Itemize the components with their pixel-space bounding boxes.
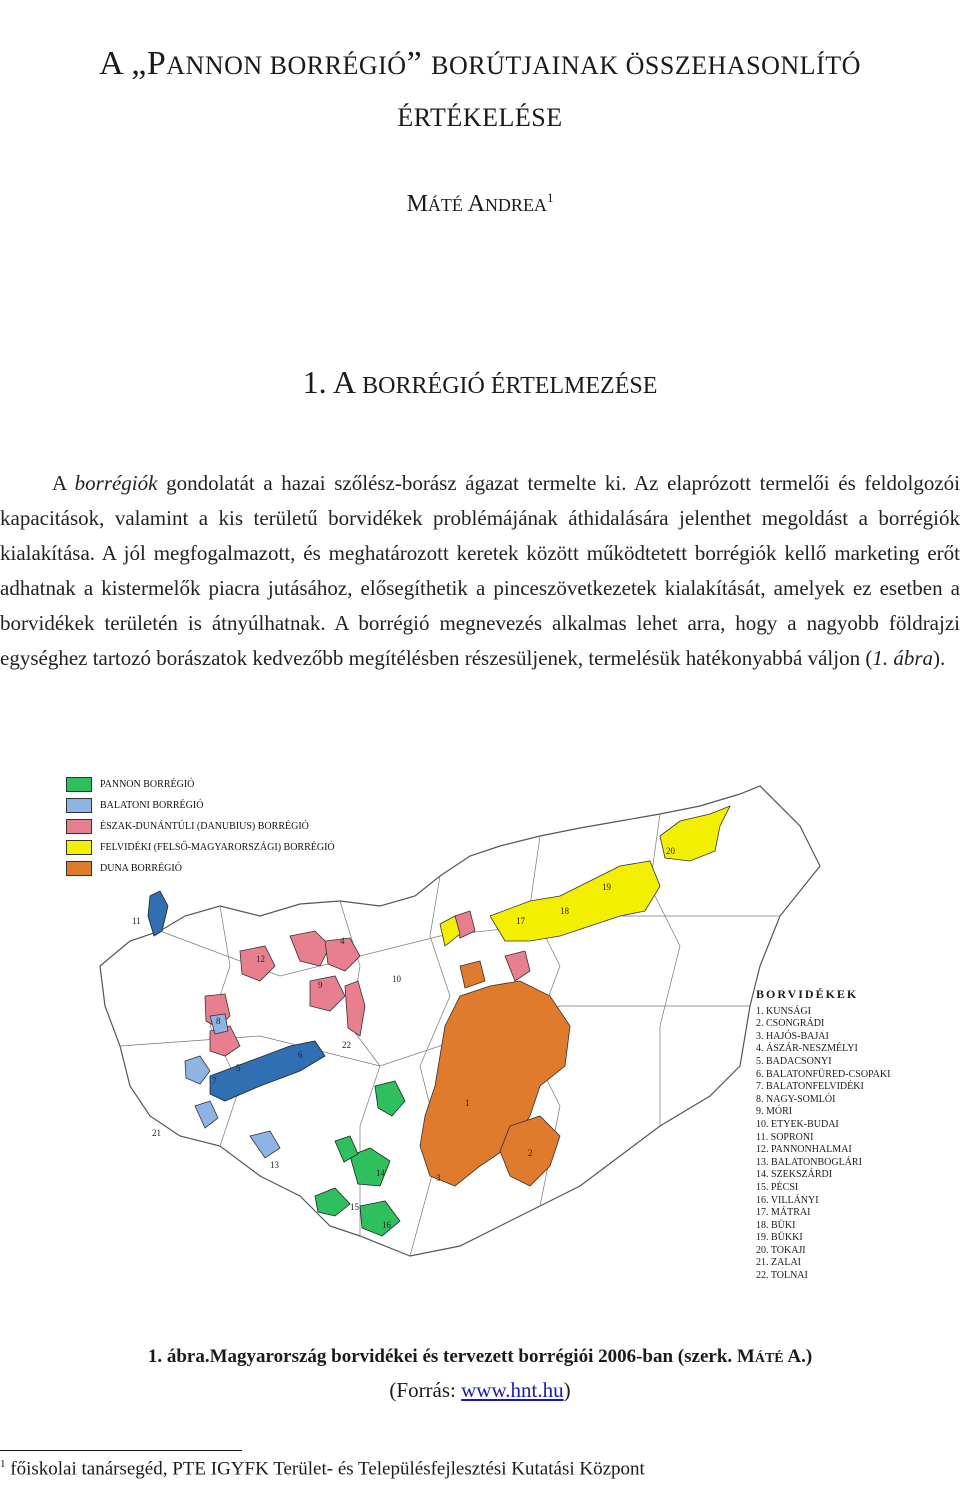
footnote-mark: 1 (0, 1458, 6, 1470)
borvidek-list (756, 988, 890, 1283)
legend-item: PANNON BORRÉGIÓ (66, 774, 335, 795)
map-label: 5 (236, 1063, 241, 1073)
author-name: MÁTÉ ANDREA$^1$ (406, 190, 554, 217)
borvidek-item: 21. ZALAI (756, 1257, 801, 1269)
figure-source: (Forrás: www.hnt.hu) (389, 1378, 571, 1402)
borvidek-item: 22. TOLNAI (756, 1270, 808, 1282)
legend-swatch (66, 861, 92, 876)
borvidek-item: 16. VILLÁNYI (756, 1194, 819, 1206)
footnote-rule (0, 1450, 242, 1451)
borvidek-item: 15. PÉCSI (756, 1181, 799, 1193)
borvidek-item: 2. CSONGRÁDI (756, 1018, 825, 1030)
map-label: 8 (216, 1016, 221, 1026)
map-legend (66, 774, 335, 879)
legend-item: DUNA BORRÉGIÓ (66, 858, 335, 879)
legend-swatch (66, 798, 92, 813)
paper-title-line2: ÉRTÉKELÉSE (397, 103, 563, 132)
borvidek-item: 4. ÁSZÁR-NESZMÉLYI (756, 1043, 858, 1055)
map-label: 1 (465, 1098, 470, 1108)
author-footnote-mark: 1 (546, 190, 554, 205)
borvidek-item: 9. MÓRI (756, 1106, 793, 1118)
map-label: 3 (436, 1173, 441, 1183)
borvidek-item: 6. BALATONFÜRED-CSOPAKI (756, 1068, 891, 1080)
map-label: 22 (342, 1040, 351, 1050)
map-label: 16 (382, 1220, 391, 1230)
borvidek-item: 7. BALATONFELVIDÉKI (756, 1081, 864, 1093)
borvidek-item: 3. HAJÓS-BAJAI (756, 1030, 829, 1042)
borvidek-item: 18. BÜKI (756, 1219, 796, 1231)
map-label: 14 (376, 1168, 385, 1178)
borvidek-item: 8. NAGY-SOMLÓI (756, 1093, 836, 1105)
borvidek-item: 17. MÁTRAI (756, 1207, 811, 1219)
legend-swatch (66, 819, 92, 834)
borvidek-item: 1. KUNSÁGI (756, 1005, 811, 1017)
map-label: 18 (560, 906, 569, 916)
borvidek-item: 14. SZEKSZÁRDI (756, 1169, 833, 1181)
map-label: 11 (132, 916, 141, 926)
borvidek-item: 11. SOPRONI (756, 1131, 814, 1143)
body-paragraph: A borrégiók gondolatát a hazai szőlész-borász ágazat termelte ki. Az elaprózott termelői és feldolgozói kapacitások, valamint a kis területű borvidékek problémájának áthidalására jelenthet megoldást a borrégiók kialakítása. A jól megfogalmazott, és meghatározott keretek között működtetett borrégiók kellő marketing erőt adhatnak a kistermelők piacra jutásához, elősegíthetik a pinceszövetkezetek kialakítását, amelyek ez esetben a borvidékek területén is átnyúlhatnak. A borrégió megnevezés alkalmas lehet arra, hogy a nagyobb földrajzi egységhez tartozó borászatok kedvezőbb megítélésben részesüljenek, termelésük hatékonyabbá váljon (1. ábra). (0, 471, 960, 670)
map-label: 12 (256, 954, 265, 964)
figure-caption: 1. ábra.Magyarország borvidékei és tervezett borrégiói 2006-ban (szerk. MÁTÉ A.) (147, 1346, 813, 1367)
borvidek-item: 20. TOKAJI (756, 1244, 806, 1256)
borvidek-item: 19. BÜKKI (756, 1232, 803, 1244)
map-label: 6 (298, 1050, 303, 1060)
map-label: 9 (318, 980, 323, 990)
legend-swatch (66, 777, 92, 792)
borvidek-list-title: BORVIDÉKEK (756, 987, 859, 1001)
borvidek-item: 10. ETYEK-BUDAI (756, 1118, 839, 1130)
footnote: $^1$ főiskolai tanársegéd, PTE IGYFK Terület- és Településfejlesztési Kutatási Központ (0, 1458, 645, 1480)
map-label: 17 (516, 916, 525, 926)
section-heading: 1. A BORRÉGIÓ ÉRTELMEZÉSE (302, 364, 658, 400)
map-label: 13 (270, 1160, 279, 1170)
map-label: 21 (152, 1128, 161, 1138)
legend-swatch (66, 840, 92, 855)
map-label: 4 (340, 936, 345, 946)
borvidek-item: 12. PANNONHALMAI (756, 1144, 852, 1156)
figure-reference: 1. ábra (872, 646, 934, 670)
borvidek-item: 5. BADACSONYI (756, 1055, 832, 1067)
legend-item: ÉSZAK-DUNÁNTÚLI (DANUBIUS) BORRÉGIÓ (66, 816, 335, 837)
map-label: 10 (392, 974, 401, 984)
map-label: 7 (212, 1076, 217, 1086)
legend-item: FELVIDÉKI (FELSŐ-MAGYARORSZÁGI) BORRÉGIÓ (66, 837, 335, 858)
paper-title-line1: A „PANNON BORRÉGIÓ” BORÚTJAINAK ÖSSZEHASONLÍTÓ (99, 45, 861, 82)
borvidek-item: 13. BALATONBOGLÁRI (756, 1156, 862, 1168)
map-label: 2 (528, 1148, 533, 1158)
source-link[interactable]: www.hnt.hu (461, 1378, 564, 1402)
map-label: 15 (350, 1202, 359, 1212)
legend-item: BALATONI BORRÉGIÓ (66, 795, 335, 816)
paper-title (0, 38, 960, 144)
map-label: 20 (666, 846, 675, 856)
map-label: 19 (602, 882, 611, 892)
